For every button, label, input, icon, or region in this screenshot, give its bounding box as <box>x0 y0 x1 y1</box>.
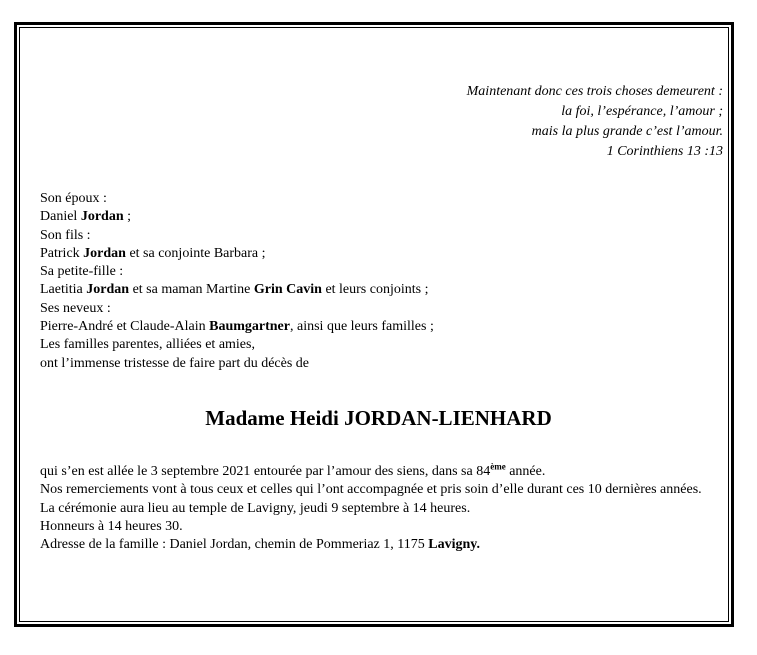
honours-line: Honneurs à 14 heures 30. <box>40 518 183 534</box>
spouse-label: Son époux : <box>40 191 107 206</box>
granddaughter-first: Laetitia <box>40 282 83 298</box>
nephews-line <box>40 318 434 336</box>
thanks-line: Nos remerciements vont à tous ceux et celles qui l’ont accompagnée et pris soin d’elle durant ces 10 dernières années. <box>40 482 702 498</box>
nephews-end: , ainsi que leurs familles ; <box>290 319 434 335</box>
relatives-line: Les familles parentes, alliées et amies, <box>40 337 255 353</box>
spouse-first: Daniel <box>40 209 78 225</box>
details-block <box>40 463 710 554</box>
granddaughter-mid: et sa maman Martine <box>132 282 251 298</box>
epigraph-line: la foi, l’espérance, l’amour ; <box>561 104 723 119</box>
nephews-first: Pierre-André et Claude-Alain <box>40 319 206 335</box>
epigraph <box>303 82 723 162</box>
epigraph-line: Maintenant donc ces trois choses demeurent : <box>466 84 723 99</box>
son-first: Patrick <box>40 245 80 261</box>
nephews-last: Baumgartner <box>209 319 290 335</box>
address-city: Lavigny. <box>428 537 481 553</box>
spouse-line <box>40 208 434 226</box>
deceased-name: Madame Heidi JORDAN-LIENHARD <box>205 406 552 430</box>
announcement-line: ont l’immense tristesse de faire part du décès de <box>40 355 310 371</box>
granddaughter-line <box>40 281 434 299</box>
son-last: Jordan <box>83 245 126 261</box>
epigraph-line: mais la plus grande c’est l’amour. <box>531 124 723 139</box>
spouse-end: ; <box>127 209 132 225</box>
ceremony-line: La cérémonie aura lieu au temple de Lavigny, jeudi 9 septembre à 14 heures. <box>40 500 471 516</box>
granddaughter-last: Jordan <box>86 282 130 298</box>
epigraph-reference: 1 Corinthiens 13 :13 <box>606 144 723 159</box>
death-line-end: année. <box>505 464 546 479</box>
death-line-start: qui s’en est allée le 3 septembre 2021 entourée par l’amour des siens, dans sa 84 <box>40 464 491 479</box>
death-line-sup: ème <box>490 461 506 472</box>
son-label: Son fils : <box>40 227 91 243</box>
granddaughter-end: et leurs conjoints ; <box>325 282 429 298</box>
family-list <box>40 190 434 373</box>
death-line <box>40 463 710 481</box>
nephews-label: Ses neveux : <box>40 300 111 316</box>
address-line <box>40 536 710 554</box>
spouse-last: Jordan <box>80 209 124 225</box>
son-line <box>40 245 434 263</box>
son-rest: et sa conjointe Barbara ; <box>129 245 266 261</box>
granddaughter-label: Sa petite-fille : <box>40 264 124 280</box>
granddaughter-mother-last: Grin Cavin <box>253 282 322 298</box>
address-start: Adresse de la famille : Daniel Jordan, chemin de Pommeriaz 1, 1175 <box>40 537 425 553</box>
